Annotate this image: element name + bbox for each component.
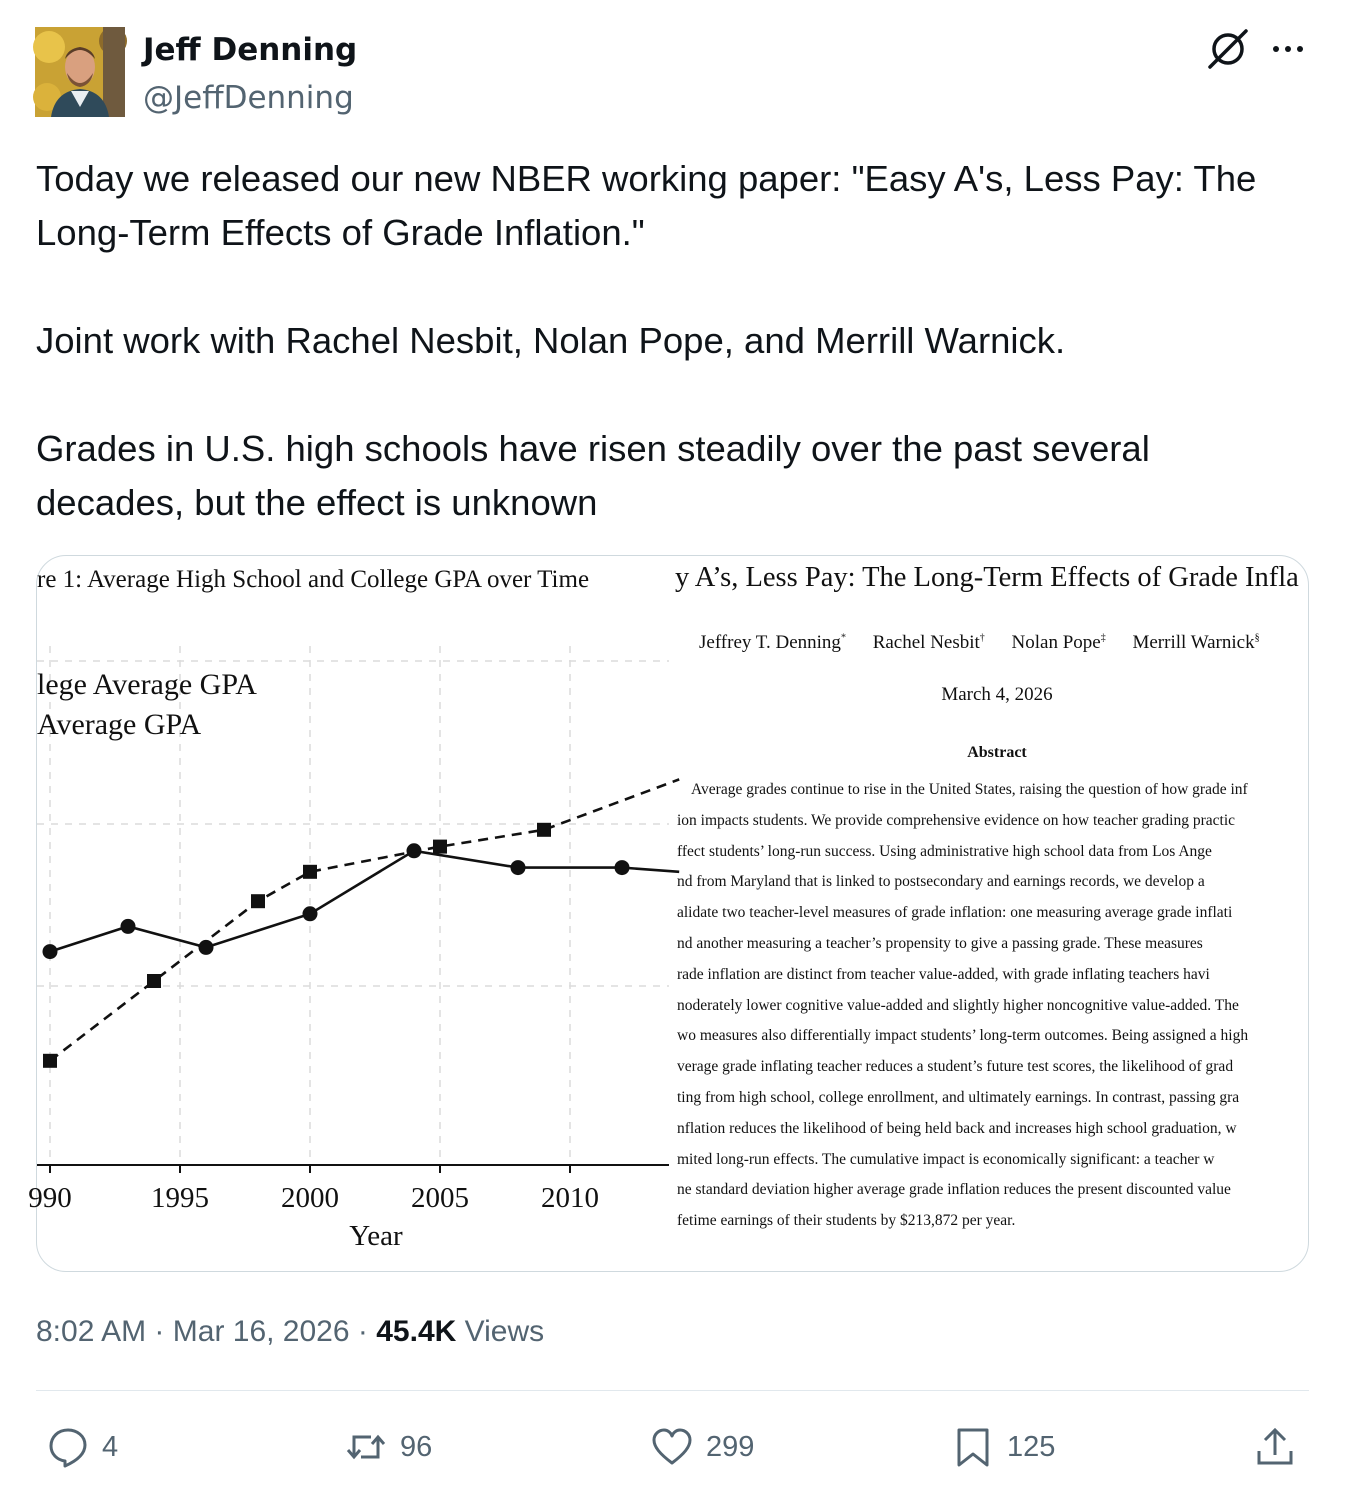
repost-button[interactable] (344, 1420, 432, 1474)
more-icon[interactable] (1266, 26, 1312, 72)
avatar-photo (35, 27, 125, 117)
abstract-line: nd from Maryland that is linked to postsecondary and earnings records, we develop a (677, 873, 1205, 891)
meta-separator: · (154, 1315, 165, 1348)
meta-separator: · (357, 1315, 368, 1348)
like-count: 299 (706, 1430, 755, 1463)
tweet-meta (36, 1306, 544, 1358)
like-button[interactable] (650, 1420, 754, 1474)
abstract-line: noderately lower cognitive value-added and slightly higher noncognitive value-added. The (677, 996, 1239, 1014)
bookmark-count: 125 (1007, 1430, 1056, 1463)
series-line (50, 851, 679, 952)
data-point (121, 919, 136, 934)
data-point (43, 944, 58, 959)
paper-author: Jeffrey T. Denning* (699, 632, 846, 653)
repost-icon (344, 1425, 388, 1469)
data-point (433, 840, 447, 854)
repost-count: 96 (400, 1430, 433, 1463)
tweet-paragraph: Grades in U.S. high schools have risen steadily over the past several decades, but the effect is unknown (36, 428, 1150, 523)
x-tick-label: 990 (28, 1182, 72, 1214)
reply-button[interactable] (46, 1420, 118, 1474)
abstract-line: ne standard deviation higher average grade inflation reduces the present discounted value (677, 1181, 1231, 1199)
data-point (511, 860, 526, 875)
bookmark-button[interactable] (951, 1420, 1055, 1474)
data-point (147, 974, 161, 988)
divider (36, 1390, 1309, 1391)
x-tick-label: 2005 (411, 1182, 469, 1214)
x-tick-label: 1995 (151, 1182, 209, 1214)
figure-title: re 1: Average High School and College GPA over Time (37, 566, 590, 593)
grok-icon[interactable] (1205, 26, 1251, 72)
abstract-line: wo measures also differentially impact students’ long-term outcomes. Being assigned a high (677, 1027, 1249, 1045)
abstract-line: fetime earnings of their students by $213,872 per year. (677, 1212, 1016, 1230)
gpa-chart (28, 556, 669, 1271)
paper-author: Nolan Pope‡ (1011, 632, 1106, 653)
tweet-date[interactable]: Mar 16, 2026 (172, 1315, 350, 1348)
tweet-image[interactable] (28, 555, 1309, 1272)
tweet-time[interactable]: 8:02 AM (36, 1315, 147, 1348)
share-icon (1253, 1425, 1297, 1469)
data-point (303, 865, 317, 879)
data-point (615, 860, 630, 875)
abstract-line: alidate two teacher-level measures of grade inflation: one measuring average grade inflati (677, 904, 1233, 922)
abstract-line: nd another measuring a teacher’s propensity to give a passing grade. These measures (677, 934, 1203, 952)
x-axis-label: Year (349, 1220, 403, 1252)
series-line (50, 779, 679, 1060)
abstract-line: nflation reduces the likelihood of being held back and increases high school graduation, w (677, 1119, 1237, 1137)
abstract-line: Average grades continue to rise in the United States, raising the question of how grade inf (691, 781, 1248, 798)
author-handle[interactable]: @JeffDenning (143, 80, 354, 116)
reply-icon (46, 1425, 90, 1469)
data-point (251, 894, 265, 908)
legend-label: Average GPA (37, 708, 202, 741)
views-count: 45.4K (376, 1315, 457, 1348)
bookmark-icon (951, 1425, 995, 1469)
tweet-paragraph: Today we released our new NBER working paper: "Easy A's, Less Pay: The Long-Term Effects of Grade Inflation." (36, 158, 1257, 253)
reply-count: 4 (102, 1430, 119, 1463)
avatar[interactable] (35, 27, 125, 117)
author-name[interactable]: Jeff Denning (143, 32, 358, 68)
data-point (303, 906, 318, 921)
data-point (43, 1054, 57, 1068)
data-point (537, 823, 551, 837)
paper-date: March 4, 2026 (941, 684, 1053, 705)
abstract-line: verage grade inflating teacher reduces a student’s future test scores, the likelihood of grad (677, 1058, 1234, 1076)
paper-first-page (669, 556, 1308, 1271)
abstract-line: rade inflation are distinct from teacher value-added, with grade inflating teachers havi (677, 965, 1210, 983)
paper-author: Merrill Warnick§ (1132, 632, 1260, 653)
paper-author: Rachel Nesbit† (872, 632, 985, 653)
abstract-text (677, 775, 1317, 1237)
views-label: Views (464, 1315, 545, 1348)
abstract-line: ffect students’ long-run success. Using administrative high school data from Los Ange (677, 842, 1212, 860)
abstract-heading: Abstract (967, 744, 1027, 761)
legend-label: lege Average GPA (37, 668, 257, 701)
x-tick-label: 2000 (281, 1182, 339, 1214)
abstract-line: ion impacts students. We provide comprehensive evidence on how teacher grading practic (677, 811, 1235, 829)
paper-authors (699, 632, 1282, 654)
x-tick-label: 2010 (541, 1182, 599, 1214)
tweet-paragraph: Joint work with Rachel Nesbit, Nolan Pope, and Merrill Warnick. (36, 320, 1066, 361)
share-button[interactable] (1253, 1420, 1309, 1474)
paper-title: y A’s, Less Pay: The Long-Term Effects of Grade Infla (675, 562, 1299, 593)
abstract-line: ting from high school, college enrollment, and ultimately earnings. In contrast, passing gra (677, 1088, 1240, 1106)
abstract-line: mited long-run effects. The cumulative impact is economically significant: a teacher w (677, 1150, 1215, 1168)
heart-icon (650, 1425, 694, 1469)
tweet-text (36, 152, 1306, 584)
